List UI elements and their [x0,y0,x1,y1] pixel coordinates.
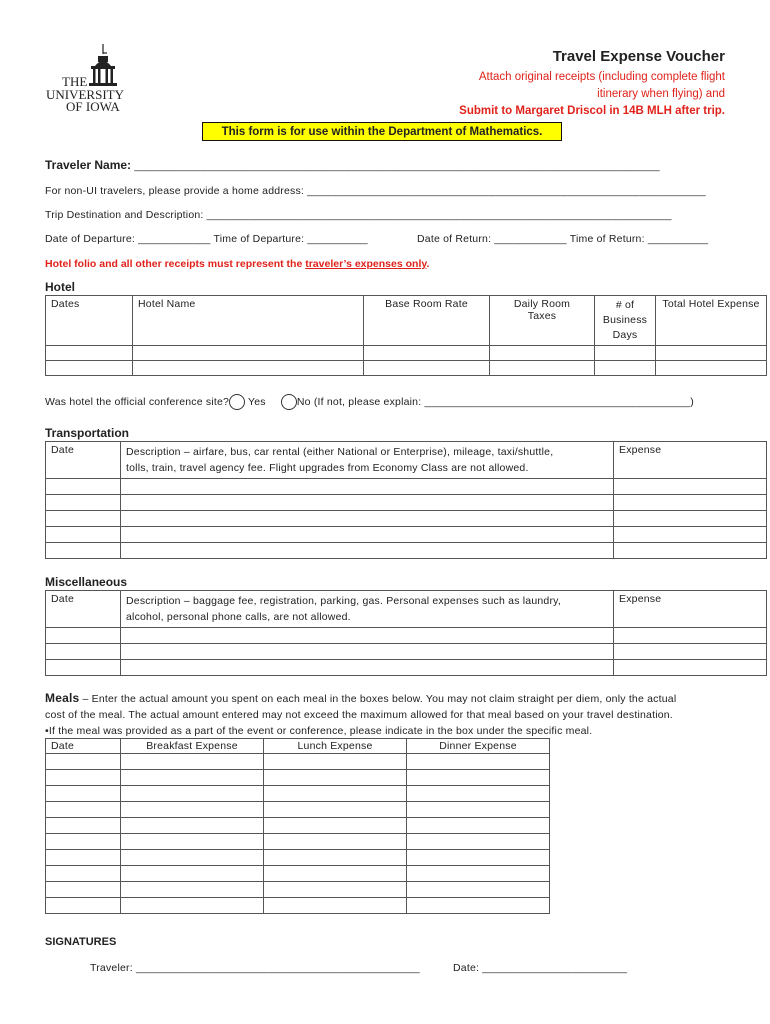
miscellaneous-col-expense: Expense [614,591,767,628]
hotel-col-name: Hotel Name [133,296,364,346]
table-row[interactable] [46,834,550,850]
receipts-warning [45,258,429,270]
traveler-name-label: Traveler Name: [45,158,132,172]
table-row[interactable] [46,479,767,495]
signatures-heading: SIGNATURES [45,936,117,948]
table-row[interactable] [46,543,767,559]
old-capitol-icon [86,44,120,86]
table-row[interactable] [46,511,767,527]
receipts-warning-prefix: Hotel folio and all other receipts must represent the [45,258,306,270]
home-address-row [45,185,706,197]
miscellaneous-table [45,590,767,676]
meals-col-dinner: Dinner Expense [407,739,550,754]
table-row[interactable] [46,754,550,770]
signature-date-field[interactable]: ________________________ [482,962,628,974]
yes-label: Yes [248,396,266,408]
table-row[interactable] [46,628,767,644]
transportation-heading: Transportation [45,426,130,440]
table-row[interactable] [46,770,550,786]
hotel-heading: Hotel [45,280,75,294]
misc-desc-line-2: alcohol, personal phone calls, are not allowed. [126,611,351,623]
conference-site-row [45,394,694,410]
meals-header-row [46,739,550,754]
meals-col-date: Date [46,739,121,754]
meals-line-2: cost of the meal. The actual amount entered may not exceed the maximum allowed for that meal based on your travel destination. [45,709,673,721]
table-row[interactable] [46,802,550,818]
table-row[interactable] [46,527,767,543]
transportation-col-date: Date [46,442,121,479]
trip-destination-field[interactable]: _____________________________________________________________________________ [206,209,672,221]
miscellaneous-header-row [46,591,767,628]
meals-instructions [45,690,735,739]
table-row[interactable] [46,495,767,511]
miscellaneous-heading: Miscellaneous [45,575,128,589]
home-address-field[interactable]: __________________________________________________________________ [307,185,706,197]
signature-date-row [453,962,627,974]
misc-desc-line-1: Description – baggage fee, registration, parking, gas. Personal expenses such as laundry, [126,595,561,607]
departure-time-label: Time of Departure: [213,233,305,245]
table-row[interactable] [46,660,767,676]
return-time-field[interactable]: __________ [647,233,709,245]
form-title: Travel Expense Voucher [552,48,725,65]
table-row[interactable] [46,882,550,898]
transportation-desc-line-1: Description – airfare, bus, car rental (either National or Enterprise), mileage, taxi/shuttle, [126,446,554,458]
meals-col-breakfast: Breakfast Expense [121,739,264,754]
signature-date-label: Date: [453,962,480,974]
departure-time-field[interactable]: __________ [307,233,368,245]
traveler-signature-field[interactable]: _______________________________________________ [135,962,420,974]
miscellaneous-col-date: Date [46,591,121,628]
meals-line-3: •If the meal was provided as a part of the event or conference, please indicate in the box under the specific meal. [45,725,593,737]
receipts-warning-underlined: traveler’s expenses only [305,258,427,270]
traveler-signature-row [90,962,420,974]
submit-instruction: Submit to Margaret Driscol in 14B MLH after trip. [459,105,725,117]
transportation-col-description [121,442,614,479]
return-row [417,233,708,245]
no-label: No (If not, please explain: ____________________________________________) [296,396,694,408]
departure-row [45,233,368,245]
hotel-col-base-rate: Base Room Rate [364,296,490,346]
hotel-table [45,295,767,376]
home-address-label: For non-UI travelers, please provide a home address: [45,185,305,197]
hotel-col-dates: Dates [46,296,133,346]
return-date-field[interactable]: ____________ [494,233,567,245]
table-row[interactable] [46,361,767,376]
no-radio[interactable] [281,394,297,410]
transportation-header-row [46,442,767,479]
traveler-signature-label: Traveler: [90,962,133,974]
table-row[interactable] [46,644,767,660]
hotel-header-row [46,296,767,346]
attach-receipts-line-1: Attach original receipts (including complete flight [478,71,725,83]
transportation-desc-line-2: tolls, train, travel agency fee. Flight upgrades from Economy Class are not allowed. [126,462,529,474]
yes-radio[interactable] [229,394,245,410]
logo-line-2: UNIVERSITY [46,87,124,102]
conference-question: Was hotel the official conference site? [45,396,230,408]
traveler-name-field[interactable]: _______________________________________________________________________________________ [134,160,660,172]
transportation-col-expense: Expense [614,442,767,479]
transportation-table [45,441,767,559]
table-row[interactable] [46,786,550,802]
table-row[interactable] [46,818,550,834]
meals-intro-line [45,690,735,707]
meals-intro: – Enter the actual amount you spent on each meal in the boxes below. You may not claim straight per diem, only the actual [79,693,677,705]
department-banner: This form is for use within the Department of Mathematics. [202,122,562,141]
return-time-label: Time of Return: [569,233,645,245]
logo-line-1: THE [62,74,88,89]
logo-line-3: OF IOWA [66,99,120,114]
trip-destination-label: Trip Destination and Description: [45,209,204,221]
meals-heading: Meals [45,691,80,705]
meals-table [45,738,550,914]
departure-date-field[interactable]: ____________ [138,233,211,245]
miscellaneous-col-description [121,591,614,628]
table-row[interactable] [46,850,550,866]
table-row[interactable] [46,898,550,914]
hotel-col-days: # of Business Days [595,296,656,346]
hotel-col-taxes: Daily Room Taxes [490,296,595,346]
trip-destination-row [45,209,672,221]
traveler-name-row [45,158,660,172]
table-row[interactable] [46,346,767,361]
return-date-label: Date of Return: [417,233,492,245]
attach-receipts-line-2: itinerary when flying) and [597,88,725,100]
receipts-warning-suffix: . [426,258,430,270]
meals-col-lunch: Lunch Expense [264,739,407,754]
hotel-col-total: Total Hotel Expense [656,296,767,346]
table-row[interactable] [46,866,550,882]
university-logo [38,44,128,124]
departure-date-label: Date of Departure: [45,233,135,245]
